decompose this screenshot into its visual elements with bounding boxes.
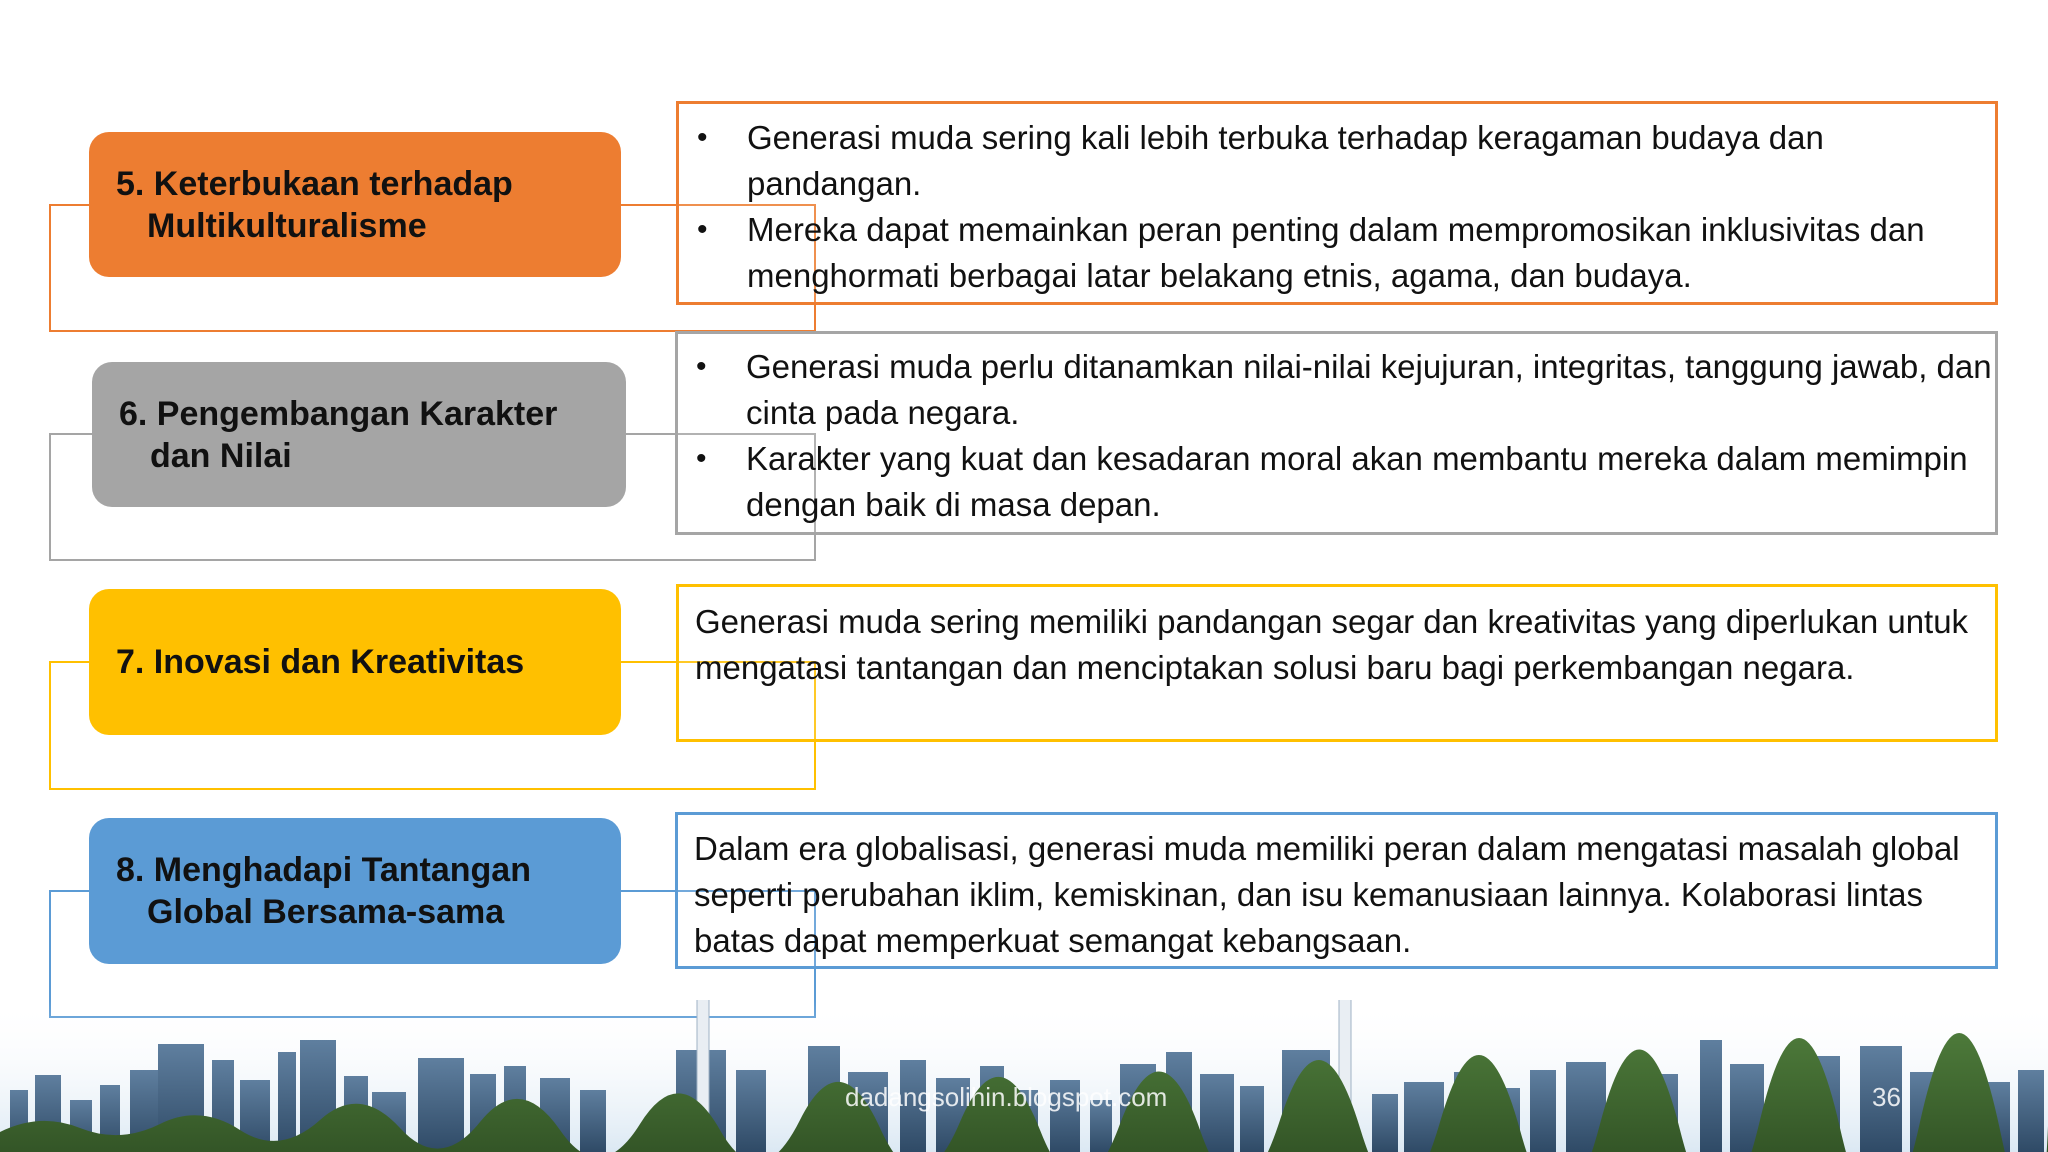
item-6-title-line2: dan Nilai [150,436,292,475]
item-8-title-pill [89,818,621,964]
item-6-textbox [675,331,1998,535]
item-7-textbox [676,584,1998,742]
item-8-connector [620,890,676,892]
item-8-paragraph: Dalam era globalisasi, generasi muda memiliki peran dalam mengatasi masalah global seperti perubahan iklim, kemiskinan, dan isu kemanusiaan lainnya. Kolaborasi lintas batas dapat memperkuat semangat kebangsaan. [694,830,1960,959]
item-6-title-pill [92,362,626,507]
item-8-title-line1: 8. Menghadapi Tantangan [116,851,531,889]
item-5-title-line1: 5. Keterbukaan terhadap [116,164,513,203]
item-6-bullet-2: • Karakter yang kuat dan kesadaran moral akan membantu mereka dalam memimpin dengan baik di masa depan. [682,436,1995,528]
item-5-title-pill [89,132,621,277]
item-6-bullet-1: • Generasi muda perlu ditanamkan nilai-nilai kejujuran, integritas, tanggung jawab, dan cinta pada negara. [682,344,1995,436]
item-7-connector [620,661,676,663]
item-5-title-line2: Multikulturalisme [147,206,427,245]
item-7-title-pill [89,589,621,735]
page-number: 36 [1872,1082,1901,1112]
item-5-bullet-2: • Mereka dapat memainkan peran penting dalam mempromosikan inklusivitas dan menghormati berbagai latar belakang etnis, agama, dan budaya. [683,207,1995,299]
item-6-connector [624,433,676,435]
item-6-title-line1: 6. Pengembangan Karakter [119,394,558,433]
item-8-title-line2: Global Bersama-sama [147,893,505,931]
item-5-connector [620,204,676,206]
item-5-bullet-list [683,115,1995,299]
item-6-bullet-list [682,344,1995,528]
item-5-bullet-1: • Generasi muda sering kali lebih terbuka terhadap keragaman budaya dan pandangan. [683,115,1995,207]
item-5-textbox [676,101,1998,305]
city-skyline-image [0,1000,2048,1152]
item-8-textbox [675,812,1998,969]
item-7-paragraph: Generasi muda sering memiliki pandangan segar dan kreativitas yang diperlukan untuk mengatasi tantangan dan menciptakan solusi baru bagi perkembangan negara. [695,603,1969,686]
item-7-title-line1: 7. Inovasi dan Kreativitas [116,643,525,681]
footer-url: dadangsolihin.blogspot.com [845,1082,1168,1112]
